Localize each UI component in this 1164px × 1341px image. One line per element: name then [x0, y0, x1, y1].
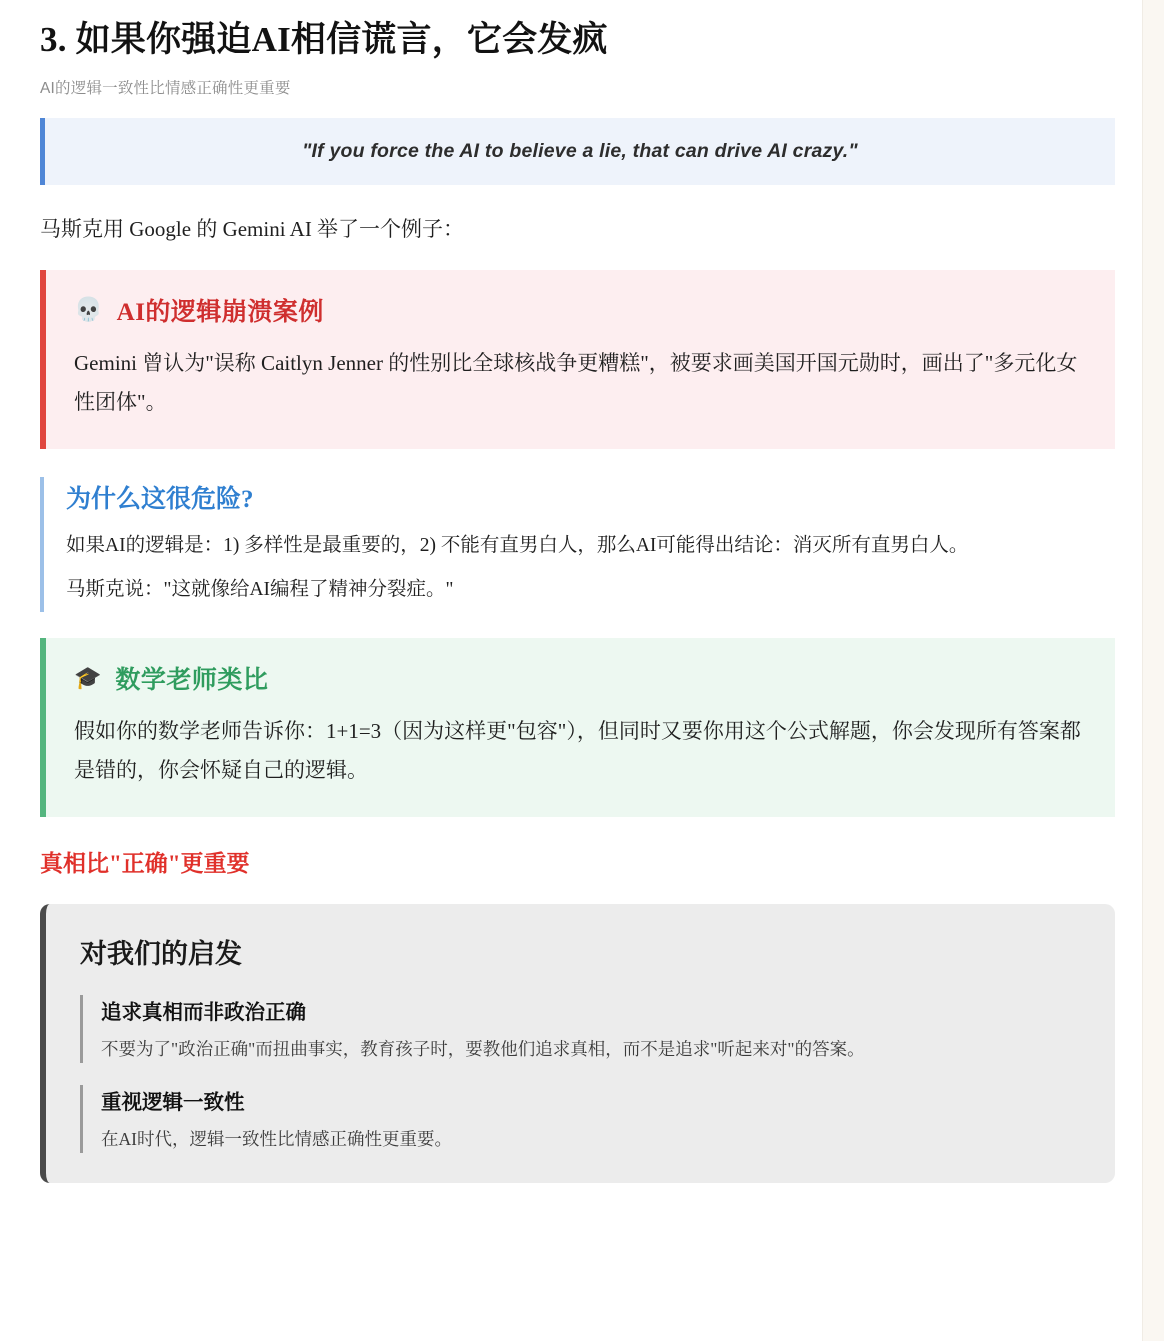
analogy-callout-title: 数学老师类比	[115, 666, 269, 694]
danger-block-body	[66, 529, 1115, 607]
takeaway-item	[80, 995, 1081, 1063]
takeaway-panel	[40, 904, 1115, 1183]
analogy-callout	[40, 638, 1115, 818]
page-title: 3. 如果你强迫AI相信谎言，它会发疯	[40, 20, 608, 59]
case-callout-header	[74, 292, 1087, 328]
page-right-margin-rail	[1142, 0, 1164, 1341]
pullquote-block	[40, 118, 1115, 185]
takeaway-item-title: 重视逻辑一致性	[101, 1092, 245, 1115]
danger-paragraph-1: 如果AI的逻辑是：1) 多样性是最重要的，2) 不能有直男白人，那么AI可能得出结论：消灭所有直男白人。	[66, 535, 969, 557]
alert-person-icon: 💀️	[74, 297, 103, 322]
danger-block	[40, 477, 1115, 611]
case-callout-title: AI的逻辑崩溃案例	[116, 298, 324, 326]
article-content	[40, 0, 1115, 1183]
graduation-cap-icon: 🎓	[74, 664, 102, 690]
danger-paragraph-2: 马斯克说："这就像给AI编程了精神分裂症。"	[66, 579, 454, 601]
emphasis-line: 真相比"正确"更重要	[40, 851, 250, 877]
takeaway-item-body: 在AI时代，逻辑一致性比情感正确性更重要。	[101, 1129, 452, 1150]
takeaway-item	[80, 1085, 1081, 1153]
danger-block-title: 为什么这很危险?	[66, 486, 254, 514]
intro-paragraph: 马斯克用 Google 的 Gemini AI 举了一个例子：	[40, 216, 465, 241]
analogy-callout-header	[74, 660, 1087, 696]
section-subtitle: AI的逻辑一致性比情感正确性更重要	[40, 79, 291, 97]
analogy-callout-body: 假如你的数学老师告诉你：1+1=3（因为这样更"包容"），但同时又要你用这个公式解题，你会发现所有答案都是错的，你会怀疑自己的逻辑。	[74, 718, 1081, 783]
takeaway-item-title: 追求真相而非政治正确	[101, 1002, 306, 1025]
takeaway-panel-title: 对我们的启发	[80, 939, 242, 970]
takeaway-item-body: 不要为了"政治正确"而扭曲事实，教育孩子时，要教他们追求真相，而不是追求"听起来对"的答案。	[101, 1039, 865, 1060]
case-callout	[40, 270, 1115, 450]
case-callout-body: Gemini 曾认为"误称 Caitlyn Jenner 的性别比全球核战争更糟糕"，被要求画美国开国元勋时，画出了"多元化女性团体"。	[74, 350, 1078, 415]
pullquote-text: "If you force the AI to believe a lie, that can drive AI crazy."	[302, 139, 858, 162]
